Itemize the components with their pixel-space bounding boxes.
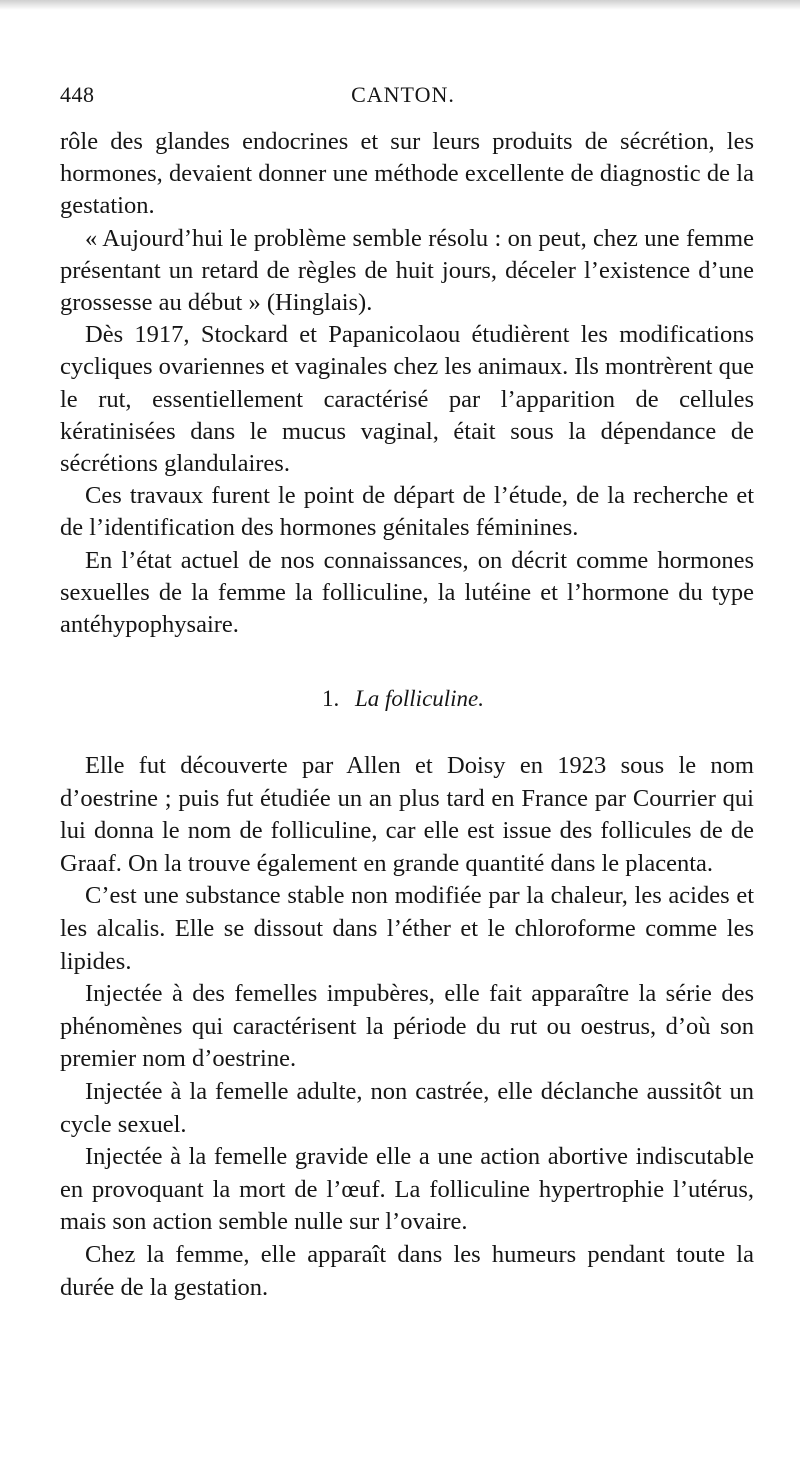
paragraph: Injectée à la femelle adulte, non castrée, elle déclanche aussitôt un cycle sexuel. <box>60 1077 754 1138</box>
paragraph: Injectée à la femelle gravide elle a une action abortive indiscutable en provoquant la mort de l’œuf. La folliculine hypertrophie l’utérus, mais son action semble nulle sur l’ovaire. <box>60 1143 754 1236</box>
paragraph: Chez la femme, elle apparaît dans les humeurs pendant toute la durée de la gestation. <box>60 1240 754 1301</box>
body-text-bottom <box>60 750 754 1304</box>
paragraph: C’est une substance stable non modifiée par la chaleur, les acides et les alcalis. Elle se dissout dans l’éther et le chloroforme comme les lipides. <box>60 882 754 975</box>
paragraph: « Aujourd’hui le problème semble résolu : on peut, chez une femme présentant un retard de règles de huit jours, déceler l’existence d’une grossesse au début » (Hinglais). <box>60 224 754 317</box>
paragraph: Dès 1917, Stockard et Papanicolaou étudièrent les modifications cycliques ovariennes et vaginales chez les animaux. Ils montrèrent que le rut, essentiellement caractérisé par l’apparition de cellules kératinisées dans le mucus vaginal, était sous la dépendance de sécrétions glandulaires. <box>60 321 754 478</box>
section-heading <box>60 686 746 712</box>
paragraph: En l’état actuel de nos connaissances, on décrit comme hormones sexuelles de la femme la folliculine, la lutéine et l’hormone du type antéhypophysaire. <box>60 546 754 639</box>
page-number: 448 <box>60 82 95 107</box>
page-header <box>60 82 746 114</box>
page-top-edge <box>0 0 800 10</box>
paragraph: rôle des glandes endocrines et sur leurs produits de sécrétion, les hormones, devaient donner une méthode excellente de diagnostic de la gestation. <box>60 128 754 220</box>
paragraph: Injectée à des femelles impubères, elle fait apparaître la série des phénomènes qui caractérisent la période du rut ou oestrus, d’où son premier nom d’oestrine. <box>60 980 754 1073</box>
section-title: La folliculine. <box>354 686 485 711</box>
section-number: 1. <box>321 686 340 711</box>
running-head: CANTON. <box>351 82 455 107</box>
body-text-top <box>60 126 754 641</box>
paragraph: Ces travaux furent le point de départ de l’étude, de la recherche et de l’identification des hormones génitales féminines. <box>60 482 754 542</box>
paragraph: Elle fut découverte par Allen et Doisy en 1923 sous le nom d’oestrine ; puis fut étudiée un an plus tard en France par Courrier qui lui donna le nom de folliculine, car elle est issue des follicules de de Graaf. On la trouve également en grande quantité dans le placenta. <box>60 752 754 877</box>
